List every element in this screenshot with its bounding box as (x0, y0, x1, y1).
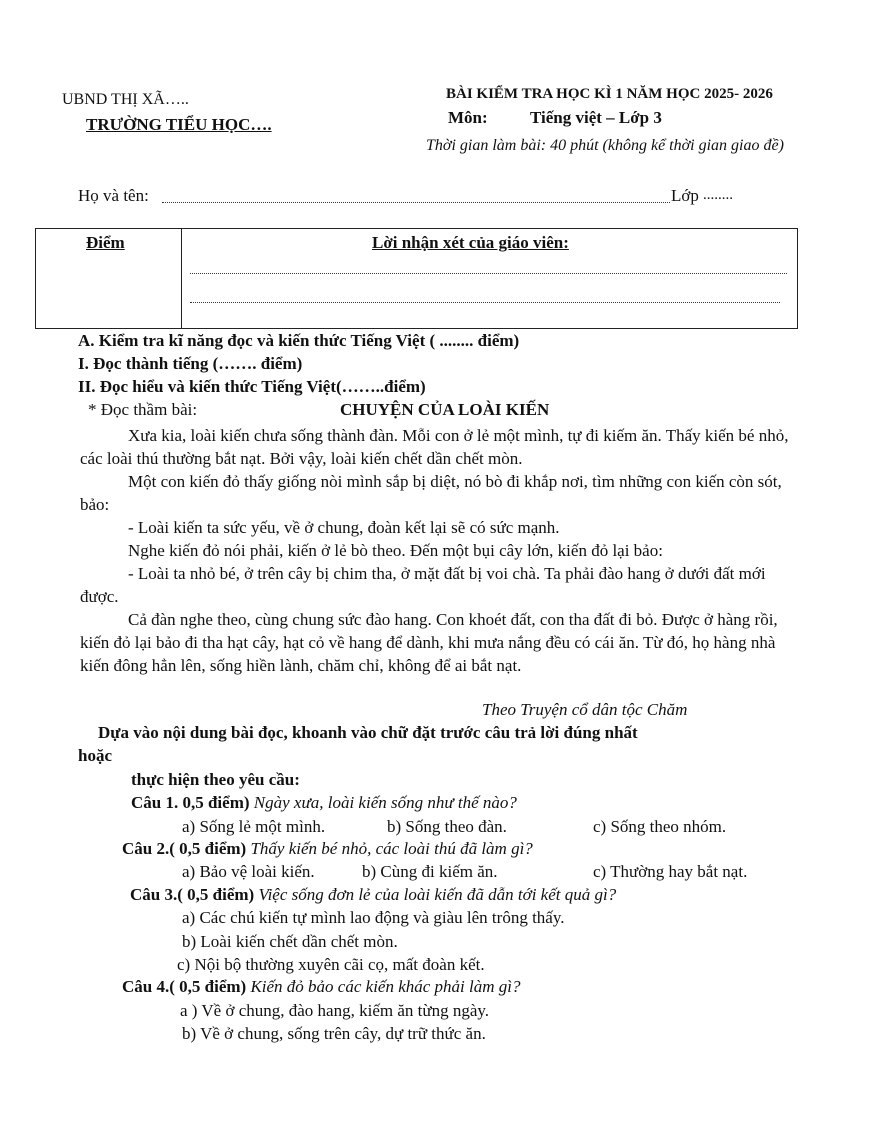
instruction-line-2: hoặc (78, 746, 112, 765)
question-1-option-b[interactable]: b) Sống theo đàn. (387, 817, 507, 836)
question-3-label: Câu 3.( 0,5 điểm) (130, 885, 255, 904)
question-2-option-b[interactable]: b) Cùng đi kiếm ăn. (362, 862, 498, 881)
class-blank[interactable]: ........ (703, 187, 733, 203)
class-label: Lớp (671, 186, 699, 205)
reading-paragraph-4: Nghe kiến đỏ nói phải, kiến ở lẻ bò theo. Đến một bụi cây lớn, kiến đỏ lại bảo: (128, 541, 663, 560)
reading-source: Theo Truyện cổ dân tộc Chăm (482, 700, 688, 719)
question-3-option-a[interactable]: a) Các chú kiến tự mình lao động và giàu lên trông thấy. (182, 908, 565, 927)
question-2-label: Câu 2.( 0,5 điểm) (122, 839, 247, 858)
reading-paragraph-2: Một con kiến đỏ thấy giống nòi mình sắp bị diệt, nó bò đi khắp nơi, tìm những con kiến còn sót, bảo: (80, 472, 782, 514)
question-4-option-a[interactable]: a ) Về ở chung, đào hang, kiếm ăn từng ngày. (180, 1001, 490, 1020)
teacher-comment-label: Lời nhận xét của giáo viên: (372, 233, 569, 252)
section-ii-heading: II. Đọc hiểu và kiến thức Tiếng Việt(……..điểm) (78, 377, 426, 396)
instruction-line-1: Dựa vào nội dung bài đọc, khoanh vào chữ đặt trước câu trả lời đúng nhất (98, 723, 638, 742)
grade-box-divider (181, 228, 182, 328)
question-1-text: Ngày xưa, loài kiến sống như thế nào? (253, 793, 517, 812)
exam-duration: Thời gian làm bài: 40 phút (không kể thời gian giao đề) (426, 137, 784, 154)
question-4 (122, 977, 521, 997)
question-1-option-a[interactable]: a) Sống lẻ một mình. (182, 817, 326, 836)
reading-paragraph-6: Cả đàn nghe theo, cùng chung sức đào hang. Con khoét đất, con tha đất đi bỏ. Được ở hàng rồi, kiến đỏ lại bảo đi tha hạt cây, hạt cỏ về hang để dành, khi mưa nắng đều có cái ăn. Từ đó, họ hàng nhà kiến đông hẳn lên, sống hiền lành, chăm chỉ, không để ai bắt nạt. (80, 610, 778, 675)
name-label: Họ và tên: (78, 186, 149, 205)
question-3-option-b[interactable]: b) Loài kiến chết dần chết mòn. (182, 932, 398, 951)
subject-label: Môn: (448, 108, 488, 127)
district-label: UBND THỊ XÃ….. (62, 91, 189, 108)
reading-intro: * Đọc thầm bài: (88, 400, 198, 419)
question-3-option-c[interactable]: c) Nội bộ thường xuyên cãi cọ, mất đoàn kết. (177, 955, 485, 974)
section-i-heading: I. Đọc thành tiếng (……. điểm) (78, 354, 303, 373)
question-3-text: Việc sống đơn lẻ của loài kiến đã dẫn tới kết quả gì? (258, 885, 617, 904)
reading-paragraph-3: - Loài kiến ta sức yếu, về ở chung, đoàn kết lại sẽ có sức mạnh. (128, 518, 560, 537)
subject-value: Tiếng việt – Lớp 3 (530, 108, 662, 127)
question-4-text: Kiến đỏ bảo các kiến khác phải làm gì? (250, 977, 521, 996)
question-2 (122, 839, 533, 859)
school-name: TRƯỜNG TIỂU HỌC…. (86, 115, 272, 134)
question-1-option-c[interactable]: c) Sống theo nhóm. (593, 817, 727, 836)
reading-paragraph-1: Xưa kia, loài kiến chưa sống thành đàn. Mỗi con ở lẻ một mình, tự đi kiếm ăn. Thấy kiến bé nhỏ, các loài thú thường bắt nạt. Bởi vậy, loài kiến chết dần chết mòn. (80, 426, 789, 468)
question-4-label: Câu 4.( 0,5 điểm) (122, 977, 247, 996)
reading-paragraph-5: - Loài ta nhỏ bé, ở trên cây bị chim tha, ở mặt đất bị voi chà. Ta phải đào hang ở dưới đất mới được. (80, 564, 766, 606)
question-3 (130, 885, 616, 905)
name-blank[interactable] (162, 202, 670, 203)
question-1 (131, 793, 517, 813)
question-1-label: Câu 1. 0,5 điểm) (131, 793, 250, 812)
question-2-option-a[interactable]: a) Bảo vệ loài kiến. (182, 862, 315, 881)
question-2-option-c[interactable]: c) Thường hay bắt nạt. (593, 862, 748, 881)
reading-title: CHUYỆN CỦA LOÀI KIẾN (340, 400, 550, 419)
question-2-text: Thấy kiến bé nhỏ, các loài thú đã làm gì? (250, 839, 533, 858)
comment-line-2[interactable] (190, 302, 780, 303)
score-label: Điểm (86, 233, 125, 252)
exam-title: BÀI KIỂM TRA HỌC KÌ 1 NĂM HỌC 2025- 2026 (446, 86, 773, 102)
instruction-line-3: thực hiện theo yêu cầu: (131, 770, 300, 789)
comment-line-1[interactable] (190, 273, 787, 274)
section-a-heading: A. Kiểm tra kĩ năng đọc và kiến thức Tiếng Việt ( ........ điểm) (78, 331, 520, 350)
question-4-option-b[interactable]: b) Về ở chung, sống trên cây, dự trữ thức ăn. (182, 1024, 486, 1043)
